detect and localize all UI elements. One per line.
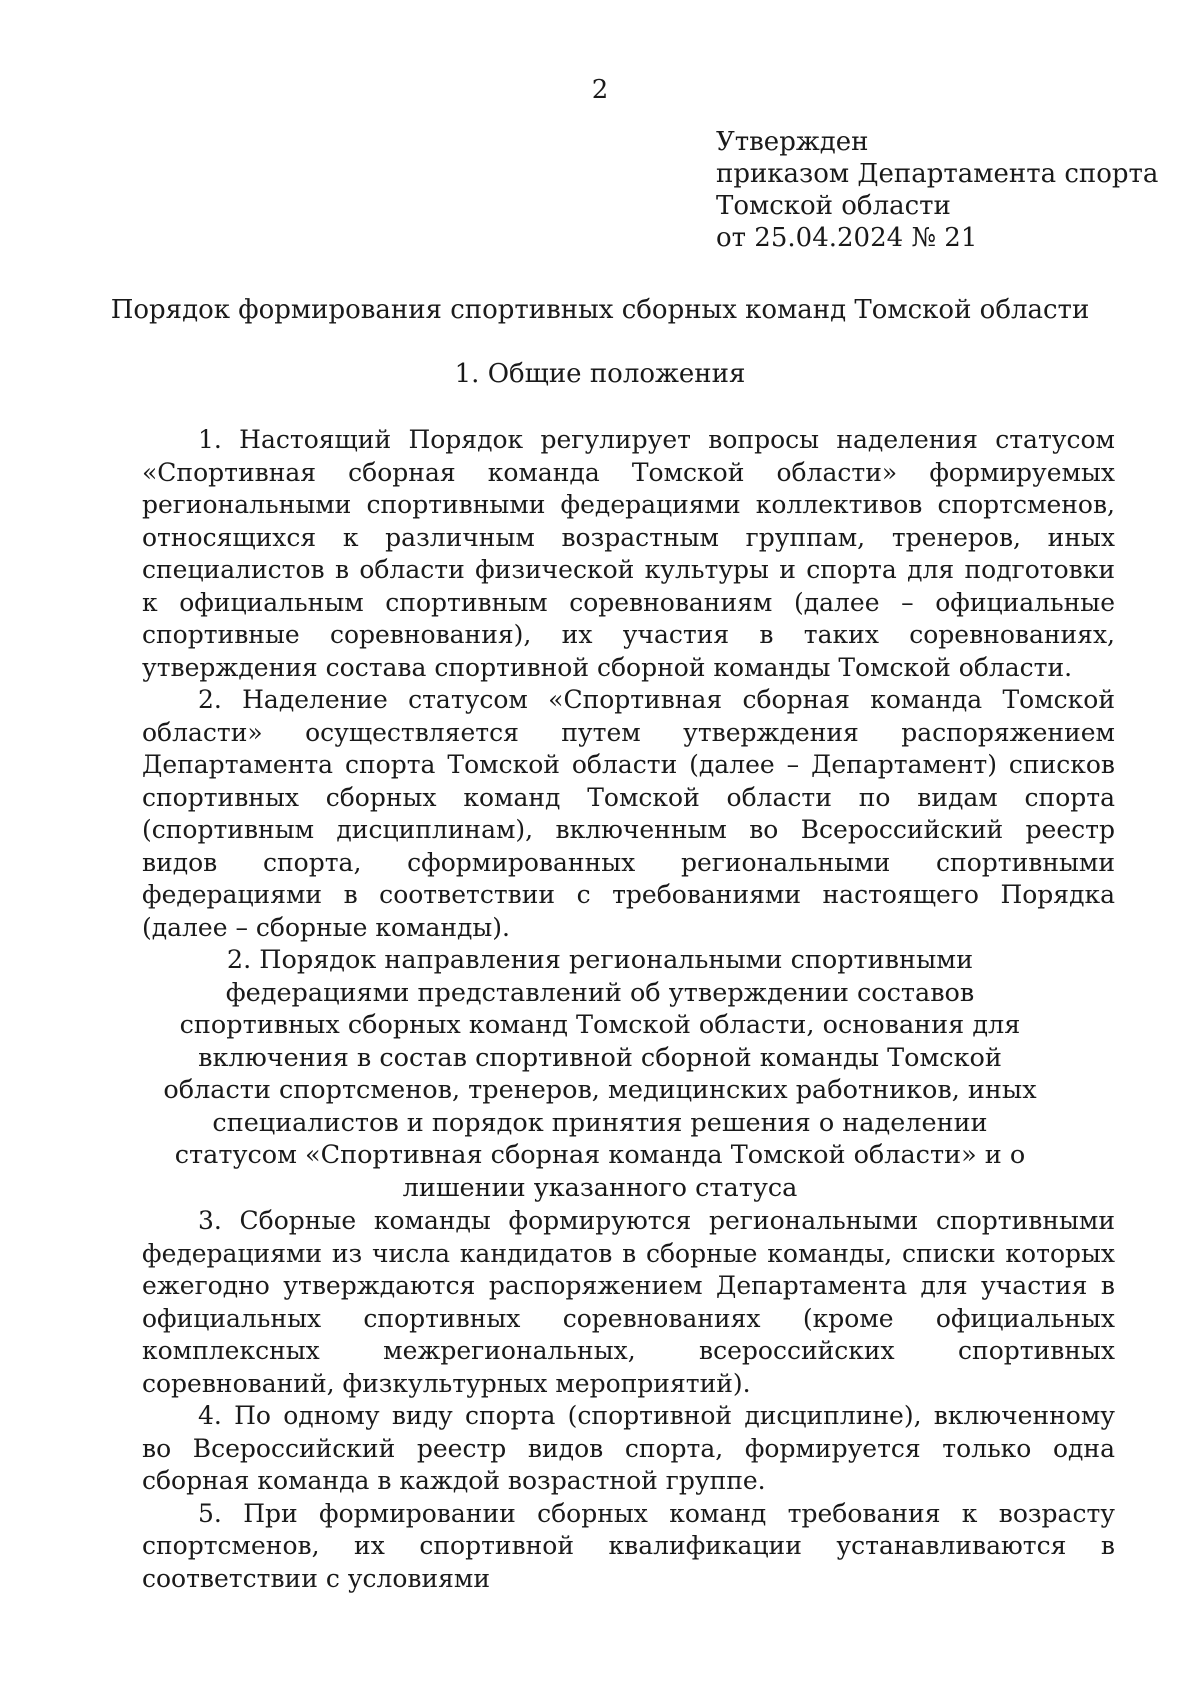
approval-line-1: Утвержден [716, 127, 869, 157]
paragraph-3: 3. Сборные команды формируются региональными спортивными федерациями из числа кандидатов в сборные команды, списки которых ежегодно утверждаются распоряжением Департамента для участия в официальных спортивных соревнованиях (кроме официальных комплексных межрегиональных, всероссийских спортивных соревнований, физкультурных мероприятий). [142, 1206, 1115, 1398]
section-2-heading: 2. Порядок направления региональными спортивными федерациями представлений об утверждении составов спортивных сборных команд Томской области, основания для включения в состав спортивной сборной команды Томской области спортсменов, тренеров, медицинских работников, иных специалистов и порядок принятия решения о наделении статусом «Спортивная сборная команда Томской области» и о лишении указанного статуса [163, 945, 1037, 1203]
page-number: 2 [591, 75, 609, 105]
paragraph-4: 4. По одному виду спорта (спортивной дисциплине), включенному во Всероссийский реестр видов спорта, формируется только одна сборная команда в каждой возрастной группе. [142, 1401, 1115, 1495]
approval-line-4: от 25.04.2024 № 21 [716, 223, 978, 253]
paragraph-5: 5. При формировании сборных команд требования к возрасту спортсменов, их спортивной квалификации устанавливаются в соответствии с условиями [142, 1498, 1115, 1593]
paragraph-1: 1. Настоящий Порядок регулирует вопросы наделения статусом «Спортивная сборная команда Томской области» формируемых региональными спортивными федерациями коллективов спортсменов, относящихся к различным возрастным группам, тренеров, иных специалистов в области физической культуры и спорта для подготовки к официальным спортивным соревнованиям (далее – официальные спортивные соревнования), их участия в таких соревнованиях, утверждения состава спортивной сборной команды Томской области. [142, 425, 1115, 682]
document-title: Порядок формирования спортивных сборных команд Томской области [110, 295, 1090, 325]
approval-stamp [716, 126, 1158, 254]
section-1-heading: 1. Общие положения [454, 359, 746, 389]
paragraph-2: 2. Наделение статусом «Спортивная сборная команда Томской области» осуществляется путем утверждения распоряжением Департамента спорта Томской области (далее – Департамент) списков спортивных сборных команд Томской области по видам спорта (спортивным дисциплинам), включенным во Всероссийский реестр видов спорта, сформированных региональными спортивными федерациями в соответствии с требованиями настоящего Порядка (далее – сборные команды). [142, 685, 1115, 942]
approval-line-3: Томской области [716, 191, 951, 221]
section-2-body [142, 1205, 1115, 1595]
section-1-body [142, 424, 1115, 944]
approval-line-2: приказом Департамента спорта [716, 159, 1159, 189]
